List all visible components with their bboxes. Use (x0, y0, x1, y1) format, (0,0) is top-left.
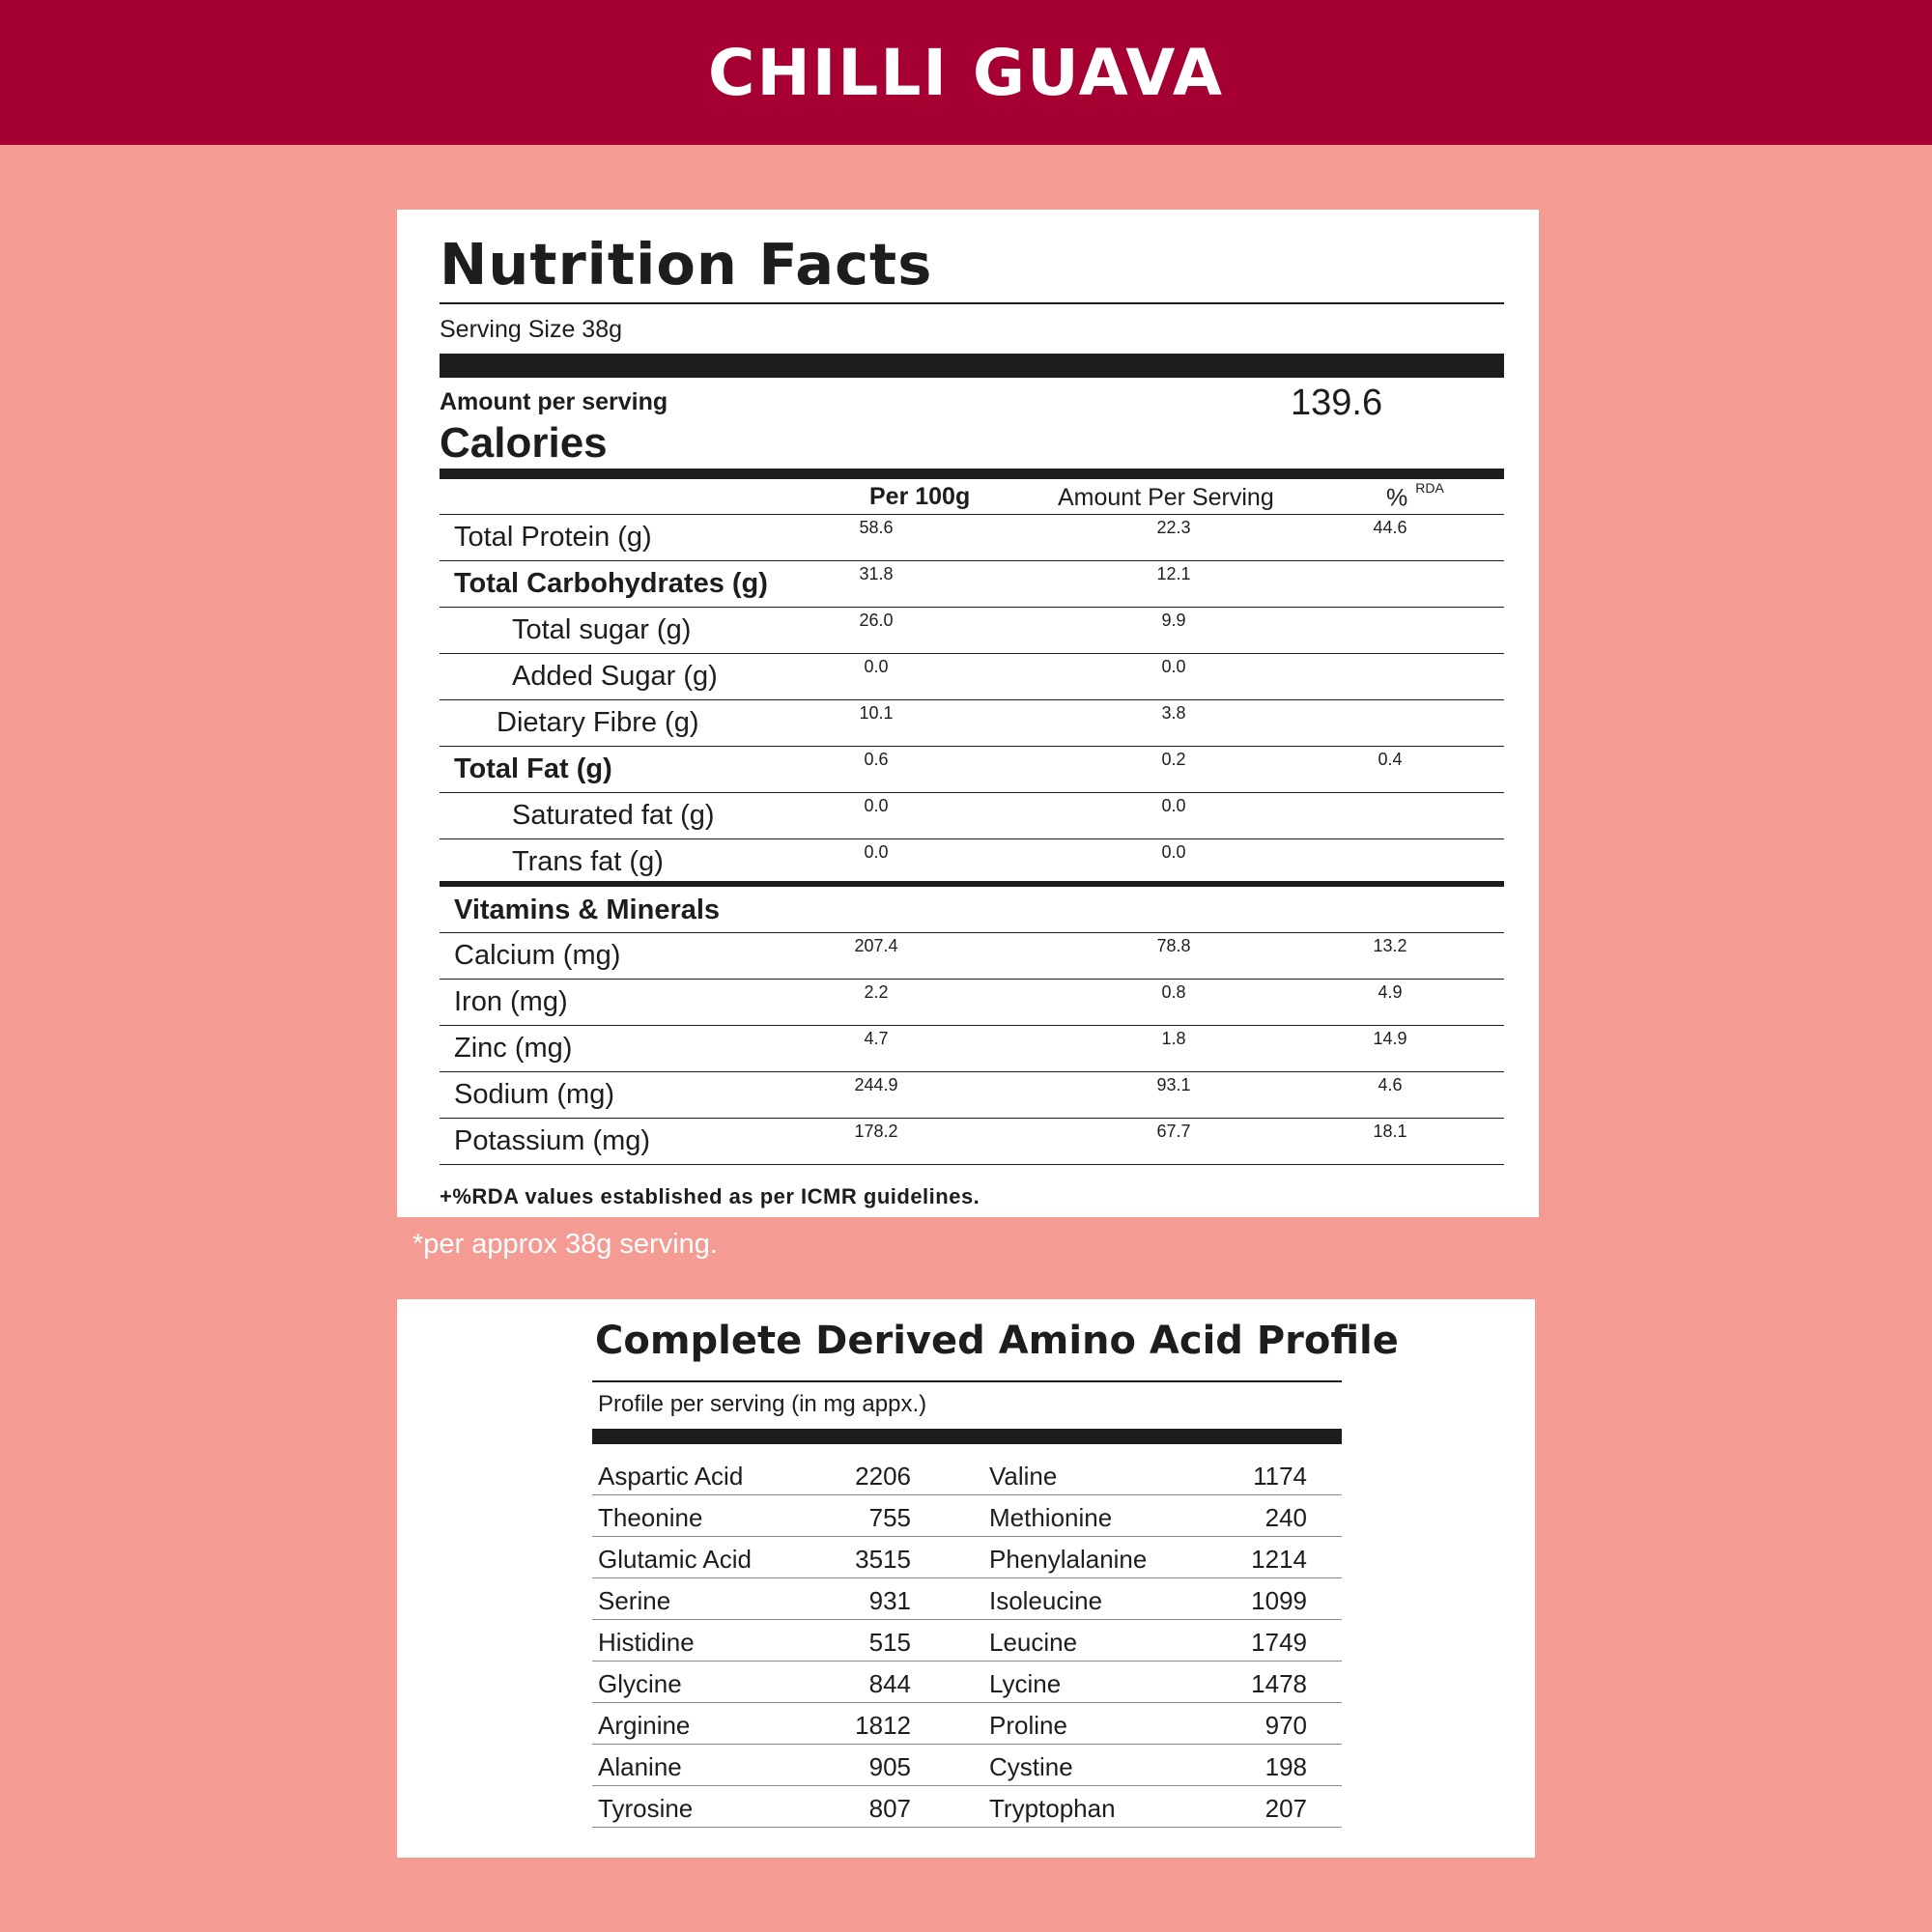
amino-value: 1749 (1251, 1628, 1307, 1657)
amino-name: Glycine (598, 1669, 682, 1698)
table-row (440, 793, 1504, 839)
serving-size: Serving Size 38g (440, 316, 623, 343)
serving-value: 0.8 (1161, 982, 1186, 1002)
amino-acid-panel (397, 1299, 1535, 1858)
row-label: Saturated fat (g) (512, 800, 715, 831)
serving-value: 93.1 (1156, 1075, 1191, 1094)
row-label: Zinc (mg) (454, 1033, 573, 1064)
amino-name: Tryptophan (989, 1794, 1116, 1823)
nutrition-facts-panel (397, 210, 1539, 1217)
amino-acid-title: Complete Derived Amino Acid Profile (595, 1319, 1399, 1363)
amino-name: Serine (598, 1586, 671, 1615)
row-label: Iron (mg) (454, 986, 568, 1017)
amino-name: Alanine (598, 1752, 682, 1781)
amino-value: 1099 (1251, 1586, 1307, 1615)
serving-value: 9.9 (1161, 611, 1186, 630)
table-row (592, 1454, 1342, 1495)
amino-subtitle: Profile per serving (in mg appx.) (598, 1391, 927, 1417)
amino-name: Isoleucine (989, 1586, 1103, 1615)
header-rda (1386, 480, 1444, 512)
amino-value: 1174 (1253, 1462, 1307, 1491)
amino-value: 1478 (1251, 1669, 1307, 1698)
header-amount-per-serving: Amount Per Serving (1058, 484, 1274, 511)
amino-value: 515 (868, 1628, 911, 1657)
amino-thick-divider (592, 1429, 1342, 1444)
per100-value: 0.0 (864, 657, 889, 676)
amino-name: Methionine (989, 1503, 1113, 1532)
amino-name: Theonine (598, 1503, 703, 1532)
amino-value: 844 (868, 1669, 911, 1698)
table-row (592, 1495, 1342, 1537)
amino-value: 931 (868, 1586, 911, 1615)
per100-value: 178.2 (854, 1122, 898, 1141)
row-label: Calcium (mg) (454, 940, 621, 971)
table-row (592, 1537, 1342, 1578)
amino-value: 198 (1264, 1752, 1307, 1781)
row-label: Sodium (mg) (454, 1079, 614, 1110)
amino-name: Glutamic Acid (598, 1545, 752, 1574)
product-title: CHILLI GUAVA (708, 35, 1224, 110)
table-row (440, 1072, 1504, 1119)
amino-value: 3515 (855, 1545, 911, 1574)
per100-value: 58.6 (859, 518, 894, 537)
amino-name: Tyrosine (598, 1794, 694, 1823)
amino-name: Histidine (598, 1628, 695, 1657)
amino-name: Lycine (989, 1669, 1062, 1698)
serving-value: 0.0 (1161, 657, 1186, 676)
rda-value: 4.9 (1378, 982, 1403, 1002)
header-rda-sup: RDA (1415, 480, 1444, 496)
amino-name: Aspartic Acid (598, 1462, 744, 1491)
header-rda-percent: % (1386, 484, 1408, 512)
per100-value: 0.6 (864, 750, 889, 769)
vitamins-minerals-heading: Vitamins & Minerals (454, 895, 721, 925)
serving-value: 0.2 (1161, 750, 1186, 769)
table-row (440, 980, 1504, 1026)
title-banner (0, 0, 1932, 145)
table-row (440, 608, 1504, 654)
row-label: Total Fat (g) (454, 753, 612, 784)
serving-value: 3.8 (1161, 703, 1186, 723)
table-row (440, 515, 1504, 561)
amount-per-serving-label: Amount per serving (440, 388, 668, 415)
row-label: Added Sugar (g) (512, 661, 718, 692)
serving-value: 0.0 (1161, 796, 1186, 815)
row-label: Potassium (mg) (454, 1125, 651, 1156)
table-row (592, 1786, 1342, 1828)
table-row (440, 561, 1504, 608)
per100-value: 31.8 (859, 564, 894, 583)
table-row (440, 700, 1504, 747)
amino-value: 1214 (1251, 1545, 1307, 1574)
table-row (592, 1662, 1342, 1703)
calories-value: 139.6 (1291, 383, 1383, 423)
row-label: Total Carbohydrates (g) (454, 568, 768, 599)
table-row (592, 1703, 1342, 1745)
serving-value: 22.3 (1156, 518, 1191, 537)
amino-value: 807 (868, 1794, 911, 1823)
amino-name: Valine (989, 1462, 1058, 1491)
rda-value: 44.6 (1373, 518, 1407, 537)
table-row (592, 1620, 1342, 1662)
serving-note: *per approx 38g serving. (412, 1229, 718, 1260)
title-divider (440, 302, 1504, 304)
header-per-100g: Per 100g (869, 483, 971, 510)
amino-title-divider (592, 1380, 1342, 1382)
thick-divider (440, 354, 1504, 378)
rda-value: 4.6 (1378, 1075, 1403, 1094)
table-row (440, 1026, 1504, 1072)
rda-value: 14.9 (1373, 1029, 1407, 1048)
row-label: Dietary Fibre (g) (497, 707, 699, 738)
per100-value: 207.4 (854, 936, 898, 955)
row-label: Total Protein (g) (454, 522, 652, 553)
amino-value: 240 (1264, 1503, 1307, 1532)
table-row (592, 1745, 1342, 1786)
row-label: Trans fat (g) (512, 846, 664, 877)
serving-value: 78.8 (1156, 936, 1191, 955)
amino-value: 207 (1264, 1794, 1307, 1823)
per100-value: 10.1 (859, 703, 894, 723)
serving-value: 67.7 (1156, 1122, 1191, 1141)
amino-value: 1812 (855, 1711, 911, 1740)
table-row (440, 839, 1504, 887)
amino-value: 755 (868, 1503, 911, 1532)
table-row (440, 654, 1504, 700)
amino-name: Proline (989, 1711, 1067, 1740)
serving-value: 1.8 (1161, 1029, 1186, 1048)
rda-value: 0.4 (1378, 750, 1403, 769)
table-row (440, 747, 1504, 793)
per100-value: 26.0 (859, 611, 894, 630)
serving-value: 12.1 (1156, 564, 1191, 583)
amino-value: 970 (1264, 1711, 1307, 1740)
table-row (440, 933, 1504, 980)
amino-name: Phenylalanine (989, 1545, 1148, 1574)
nutrition-table-header (440, 478, 1504, 515)
amino-name: Cystine (989, 1752, 1073, 1781)
amino-name: Leucine (989, 1628, 1078, 1657)
per100-value: 2.2 (864, 982, 889, 1002)
nutrition-facts-title: Nutrition Facts (440, 231, 933, 298)
table-row (592, 1578, 1342, 1620)
per100-value: 244.9 (854, 1075, 898, 1094)
per100-value: 0.0 (864, 796, 889, 815)
rda-value: 13.2 (1373, 936, 1407, 955)
amino-value: 905 (868, 1752, 911, 1781)
amino-acid-table (592, 1454, 1342, 1828)
serving-value: 0.0 (1161, 842, 1186, 862)
rda-footnote: +%RDA values established as per ICMR guidelines. (440, 1184, 980, 1208)
calories-label: Calories (440, 419, 608, 467)
rda-value: 18.1 (1373, 1122, 1407, 1141)
nutrition-table (440, 478, 1504, 1165)
table-row (440, 1119, 1504, 1165)
vitamins-minerals-heading-row (440, 887, 1504, 933)
amino-value: 2206 (855, 1462, 911, 1491)
per100-value: 4.7 (864, 1029, 889, 1048)
amino-name: Arginine (598, 1711, 691, 1740)
per100-value: 0.0 (864, 842, 889, 862)
row-label: Total sugar (g) (512, 614, 692, 645)
